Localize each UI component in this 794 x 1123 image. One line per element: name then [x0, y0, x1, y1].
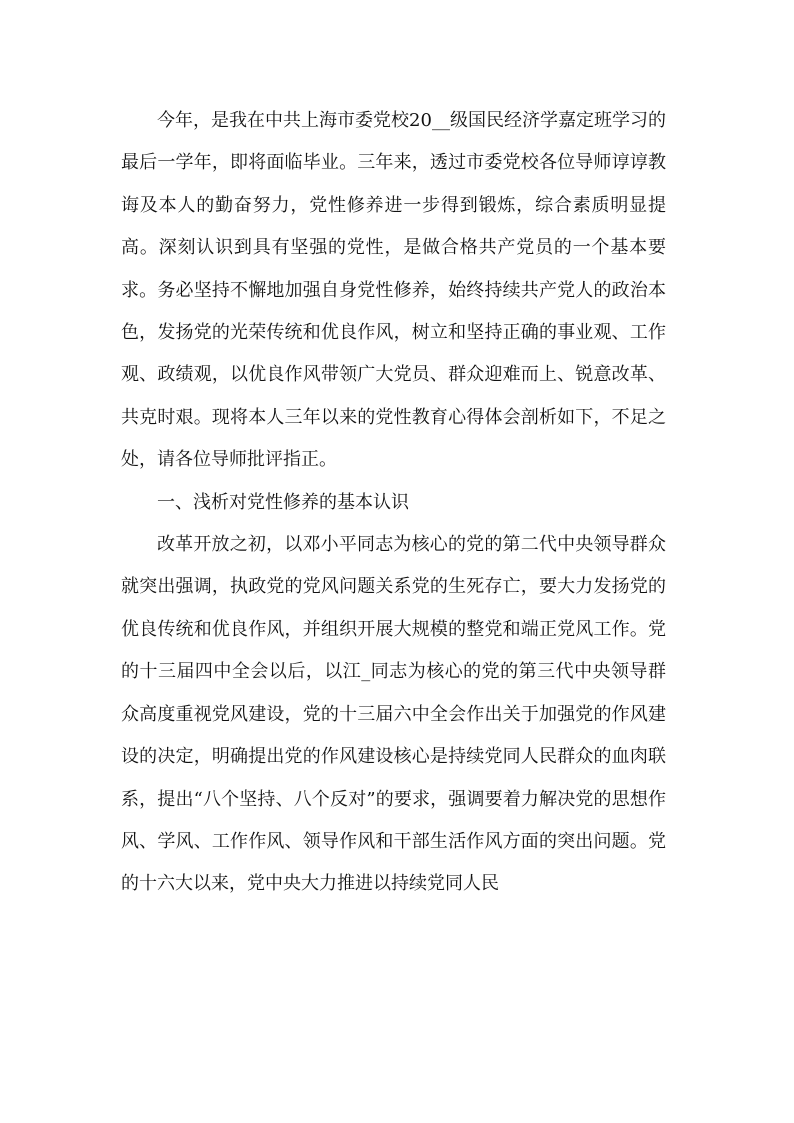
intro-paragraph: 今年，是我在中共上海市委党校20__级国民经济学嘉定班学习的最后一学年，即将面临毕业。三年来，透过市委党校各位导师谆谆教诲及本人的勤奋努力，党性修养进一步得到锻炼，综合素质明显提高。深刻认识到具有坚强的党性，是做合格共产党员的一个基本要求。务必坚持不懈地加强自身党性修养，始终持续共产党人的政治本色，发扬党的光荣传统和优良作风，树立和坚持正确的事业观、工作观、政绩观，以优良作风带领广大党员、群众迎难而上、锐意改革、共克时艰。现将本人三年以来的党性教育心得体会剖析如下，不足之处，请各位导师批评指正。: [121, 110, 666, 471]
section-heading: 一、浅析对党性修养的基本认识: [157, 491, 409, 513]
section-paragraph: 改革开放之初，以邓小平同志为核心的党的第二代中央领导群众就突出强调，执政党的党风问题关系党的生死存亡，要大力发扬党的优良传统和优良作风，并组织开展大规模的整党和端正党风工作。党的十三届四中全会以后，以江_同志为核心的党的第三代中央领导群众高度重视党风建设，党的十三届六中全会作出关于加强党的作风建设的决定，明确提出党的作风建设核心是持续党同人民群众的血肉联系，提出“八个坚持、八个反对”的要求，强调要着力解决党的思想作风、学风、工作作风、领导作风和干部生活作风方面的突出问题。党的十六大以来，党中央大力推进以持续党同人民: [121, 534, 666, 895]
document-body: [121, 100, 666, 906]
